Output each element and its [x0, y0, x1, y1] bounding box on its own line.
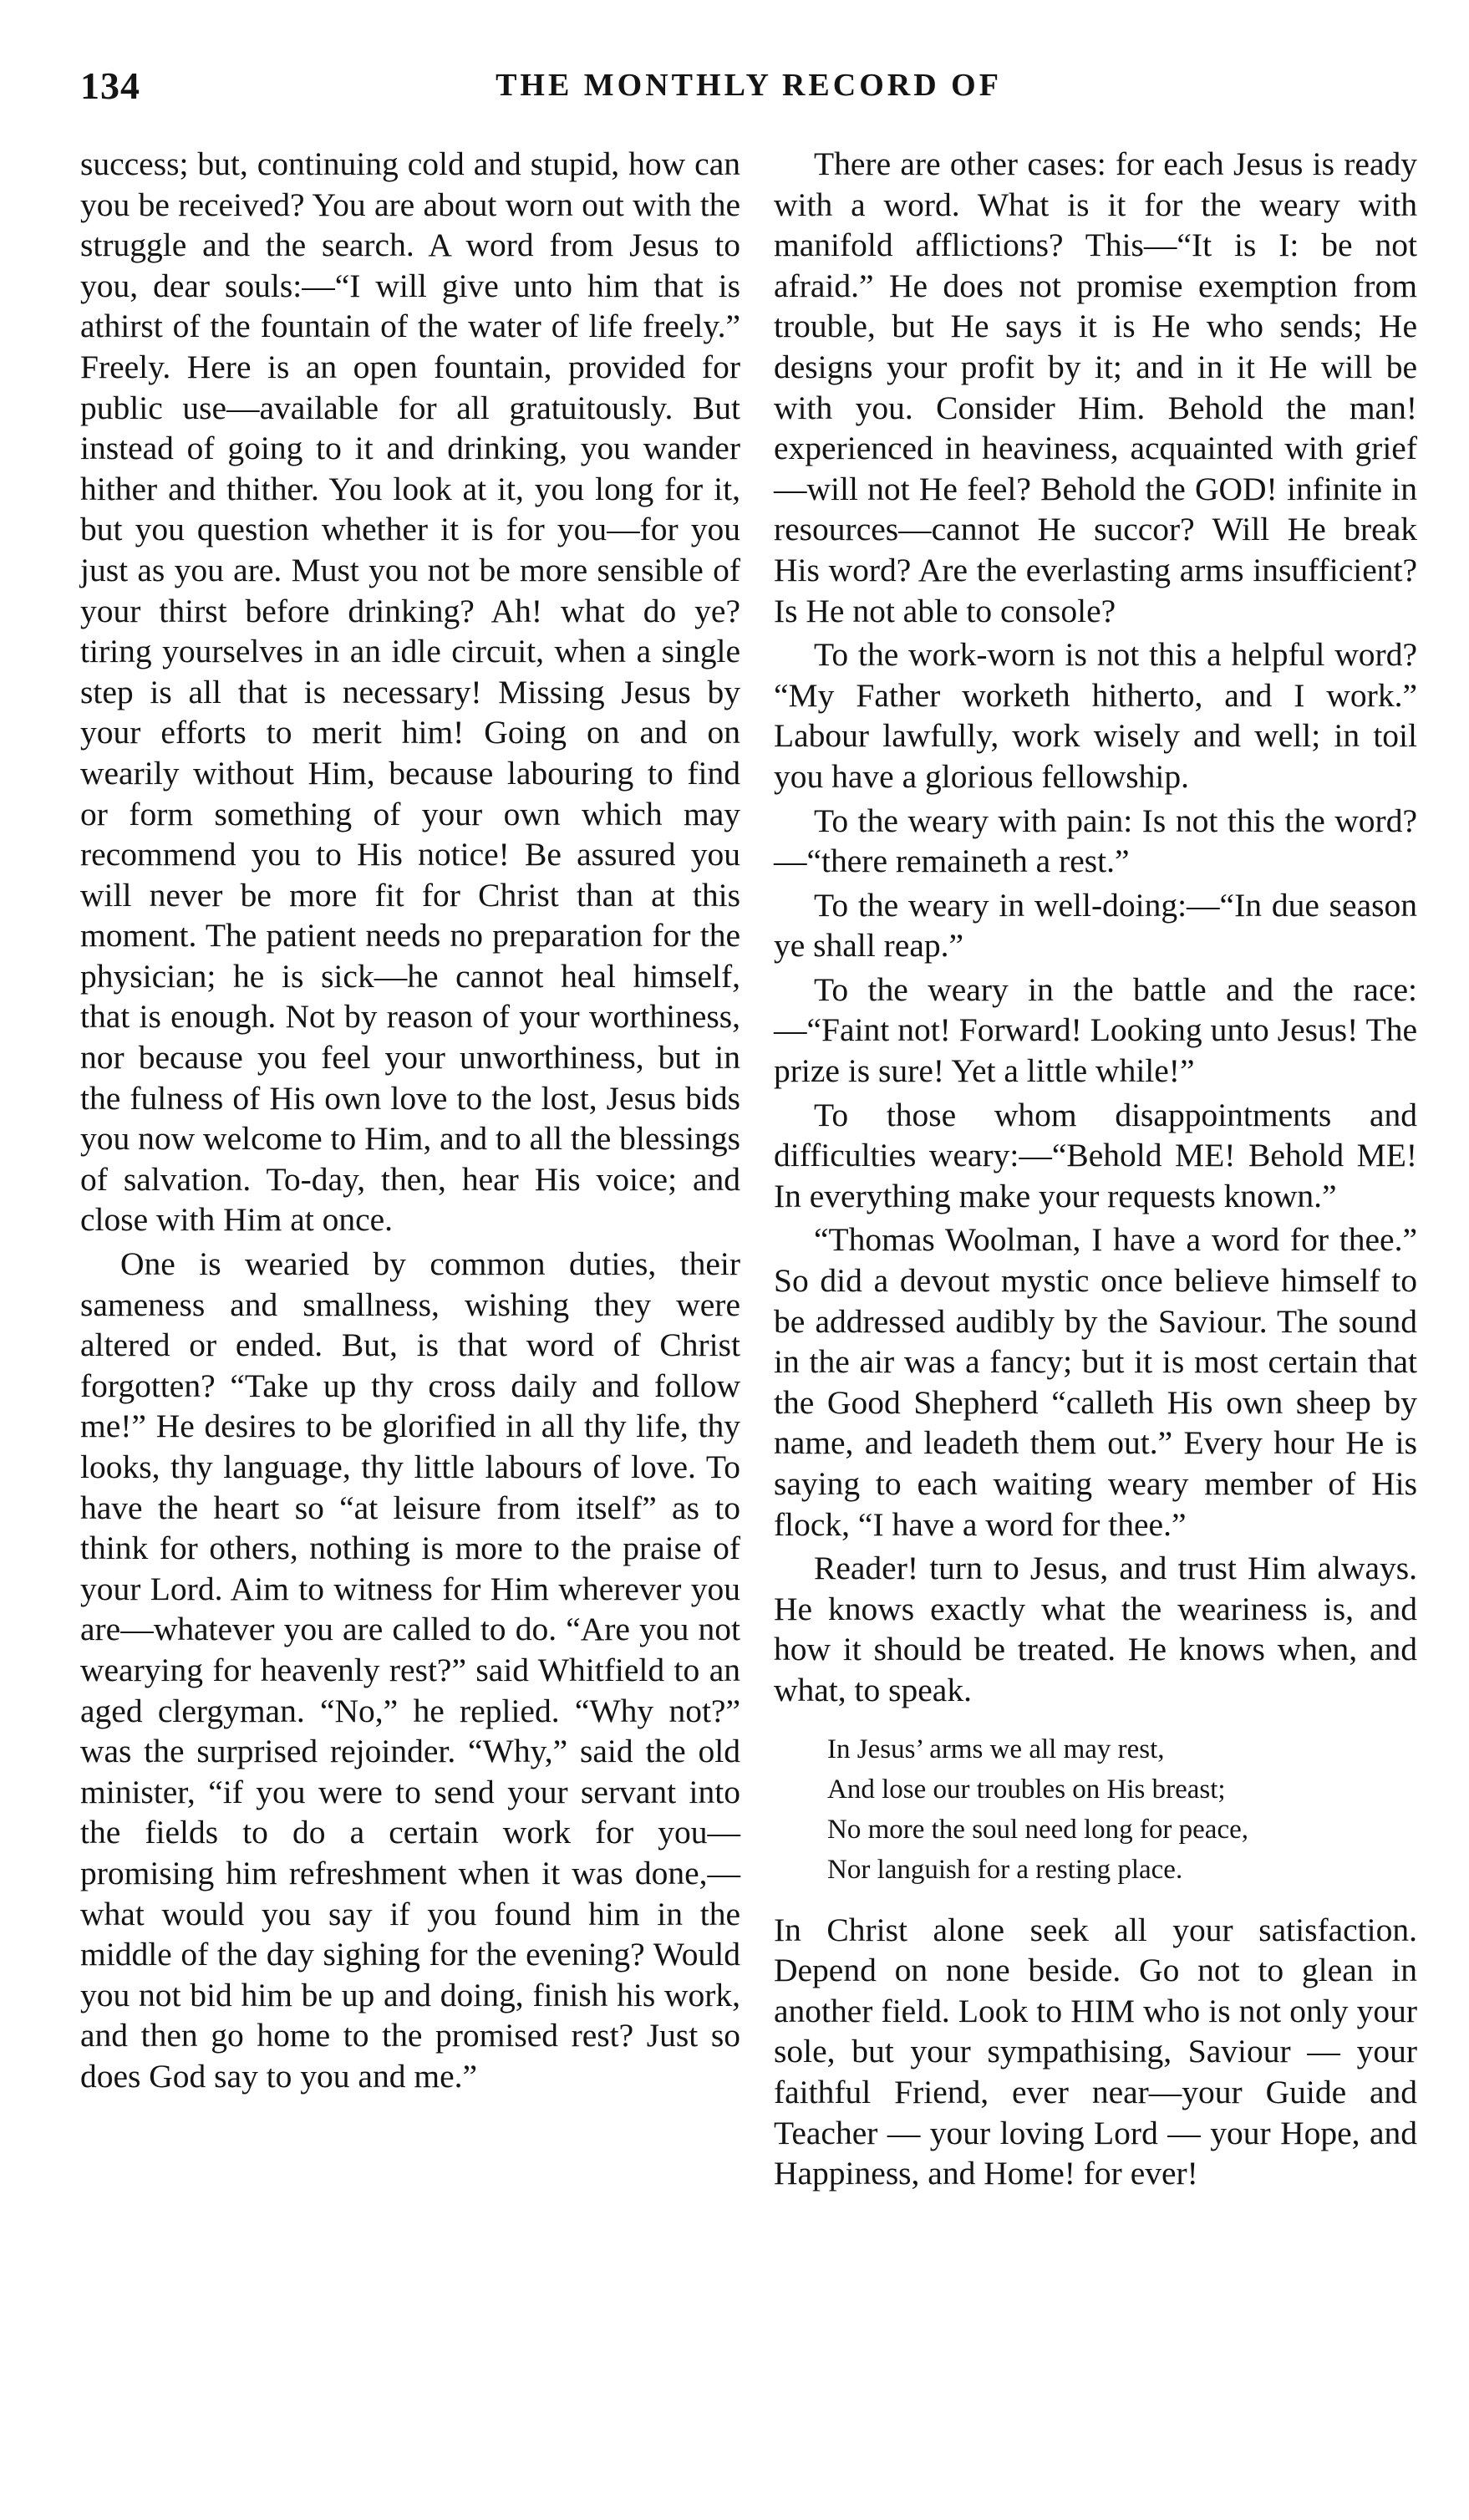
right-paragraph-6: To those whom disappointments and difficulties weary:—“Behold ME! Behold ME! In everything make your requests known.” — [774, 1096, 1417, 1214]
poem-line-1: In Jesus’ arms we all may rest, — [827, 1733, 1165, 1764]
right-paragraph-final: In Christ alone seek all your satisfaction. Depend on none beside. Go not to glean in another field. Look to HIM who is not only your sole, but your sympathising, Saviour — your faithful Friend, ever near—your Guide and Teacher — your loving Lord — your Hope, and Happiness, and Home! for ever! — [774, 1911, 1417, 2192]
poem-stanza — [827, 1729, 1417, 1890]
page-number: 134 — [80, 64, 140, 107]
poem-line-3: No more the soul need long for peace, — [827, 1814, 1248, 1845]
right-paragraph-7: “Thomas Woolman, I have a word for thee.” So did a devout mystic once believe himself to be addressed audibly by the Saviour. The sound in the air was a fancy; but it is most certain that the Good Shepherd “calleth His own sheep by name, and leadeth them out.” Every hour He is saying to each waiting weary member of His flock, “I have a word for thee.” — [774, 1221, 1417, 1543]
left-paragraph-2: One is wearied by common duties, their sameness and smallness, wishing they were altered or ended. But, is that word of Christ forgotten? “Take up thy cross daily and follow me!” He desires to be glorified in all thy life, thy looks, thy language, thy little labours of love. To have the heart so “at leisure from itself” as to think for others, nothing is more to the praise of your Lord. Aim to witness for Him wherever you are—whatever you are called to do. “Are you not wearying for heavenly rest?” said Whitfield to an aged clergyman. “No,” he replied. “Why not?” was the surprised rejoinder. “Why,” said the old minister, “if you were to send your servant into the fields to do a certain work for you—promising him refreshment when it was done,—what would you say if you found him in the middle of the day sighing for the evening? Would you not bid him be up and doing, finish his work, and then go home to the promised rest? Just so does God say to you and me.” — [80, 1245, 740, 2095]
right-paragraph-8: Reader! turn to Jesus, and trust Him always. He knows exactly what the weariness is, and how it should be treated. He knows when, and what, to speak. — [774, 1550, 1417, 1708]
poem-line-2: And lose our troubles on His breast; — [827, 1774, 1226, 1805]
running-head: THE MONTHLY RECORD OF — [496, 68, 1002, 103]
left-paragraph-1: success; but, continuing cold and stupid, how can you be received? You are about worn out with the struggle and the search. A word from Jesus to you, dear souls:—“I will give unto him that is athirst of the fountain of the water of life freely.” Freely. Here is an open fountain, provided for public use—available for all gratuitously. But instead of going to it and drinking, you wander hither and thither. You look at it, you long for it, but you question whether it is for you—for you just as you are. Must you not be more sensible of your thirst before drinking? Ah! what do ye? tiring yourselves in an idle circuit, when a single step is all that is necessary! Missing Jesus by your efforts to merit him! Going on and on wearily without Him, because labouring to find or form something of your own which may recommend you to His notice! Be assured you will never be more fit for Christ than at this moment. The patient needs no preparation for the physician; he is sick—he cannot heal himself, that is enough. Not by reason of your worthiness, nor because you feel your unworthiness, but in the fulness of His own love to the lost, Jesus bids you now welcome to Him, and to all the blessings of salvation. To-day, then, hear His voice; and close with Him at once. — [80, 145, 740, 1239]
page-header — [80, 64, 1417, 114]
left-column — [80, 144, 740, 2097]
right-paragraph-2: To the work-worn is not this a helpful word? “My Father worketh hitherto, and I work.” Labour lawfully, work wisely and well; in toil you have a glorious fellowship. — [774, 636, 1417, 795]
right-paragraph-3: To the weary with pain: Is not this the word?—“there remaineth a rest.” — [774, 802, 1417, 880]
right-paragraph-4: To the weary in well-doing:—“In due season ye shall reap.” — [774, 886, 1417, 965]
right-paragraph-5: To the weary in the battle and the race:—“Faint not! Forward! Looking unto Jesus! The prize is sure! Yet a little while!” — [774, 970, 1417, 1090]
right-column — [774, 144, 1417, 2194]
poem-line-4: Nor languish for a resting place. — [827, 1854, 1183, 1885]
right-paragraph-1: There are other cases: for each Jesus is ready with a word. What is it for the weary with manifold afflictions? This—“It is I: be not afraid.” He does not promise exemption from trouble, but He says it is He who sends; He designs your profit by it; and in it He will be with you. Consider Him. Behold the man! experienced in heaviness, acquainted with grief—will not He feel? Behold the GOD! infinite in resources—cannot He succor? Will He break His word? Are the everlasting arms insufficient? Is He not able to console? — [774, 145, 1417, 629]
